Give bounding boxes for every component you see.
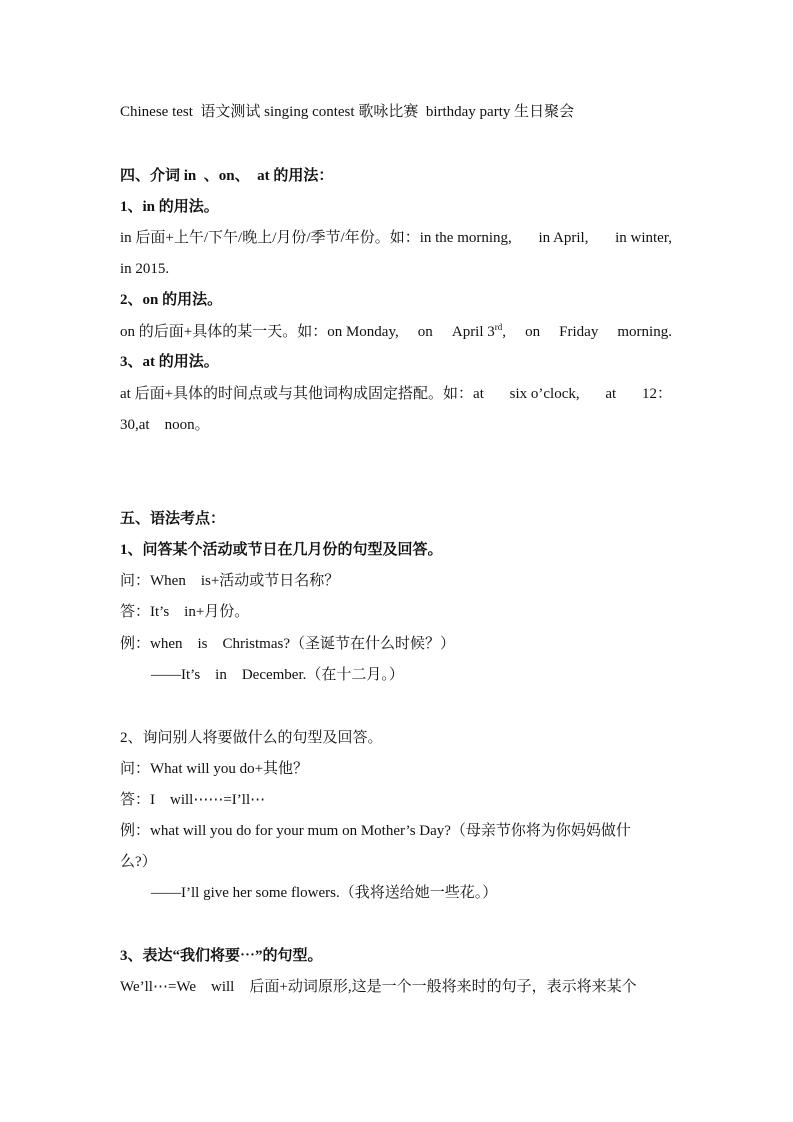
at-usage-text <box>120 384 672 404</box>
on-usage-text-part: on <box>417 324 433 340</box>
at-usage-text-part: at 后面+具体的时间点或与其他词构成固定搭配。如：at <box>120 386 484 402</box>
ordinal-suffix: rd <box>494 322 503 332</box>
point-2-example: 例：what will you do for your mum on Mother’s Day?（母亲节你将为你妈妈做什 <box>120 823 631 839</box>
in-usage-text-continued: in 2015. <box>120 261 170 277</box>
point-2-question: 问：What will you do+其他？ <box>120 761 309 777</box>
in-usage-text-part: in 后面+上午/下午/晚上/月份/季节/年份。如：in the morning, <box>120 230 512 246</box>
on-usage-title: 2、on 的用法。 <box>120 292 223 308</box>
on-usage-text <box>120 322 672 342</box>
section-4-heading: 四、介词 in 、on、 at 的用法： <box>120 168 334 184</box>
on-usage-text-part: Friday <box>559 324 599 340</box>
point-1-example: 例：when is Christmas?（圣诞节在什么时候？） <box>120 636 455 652</box>
point-3-text: We’ll⋯=We will 后面+动词原形,这是一个一般将来时的句子，表示将来某个 <box>120 979 637 995</box>
on-usage-text-part: morning. <box>617 324 672 340</box>
point-1-example-answer: ——It’s in December.（在十二月。） <box>151 667 404 683</box>
on-usage-text-part: on 的后面+具体的某一天。如：on Monday, <box>120 324 399 340</box>
point-2-title: 2、询问别人将要做什么的句型及回答。 <box>120 730 383 746</box>
point-2-example-continued: 么?） <box>120 854 157 870</box>
at-usage-text-part: six o’clock, <box>509 386 580 402</box>
point-3-title: 3、表达“我们将要⋯”的句型。 <box>120 948 323 964</box>
in-usage-text-part: in April, <box>538 230 589 246</box>
section-5-heading: 五、语法考点： <box>120 511 226 527</box>
on-usage-text-part: on <box>525 324 541 340</box>
point-1-question: 问：When is+活动或节日名称？ <box>120 573 340 589</box>
in-usage-text <box>120 228 672 248</box>
in-usage-text-part: in winter, <box>615 230 672 246</box>
at-usage-text-continued: 30,at noon。 <box>120 417 210 433</box>
at-usage-text-part: at <box>605 386 617 402</box>
vocab-line: Chinese test 语文测试 singing contest 歌咏比赛 birthday party 生日聚会 <box>120 104 575 120</box>
at-usage-text-part: 12： <box>641 386 672 402</box>
in-usage-title: 1、in 的用法。 <box>120 199 219 215</box>
point-2-answer: 答：I will⋯⋯=I’ll⋯ <box>120 792 266 808</box>
point-1-title: 1、问答某个活动或节日在几月份的句型及回答。 <box>120 542 443 558</box>
point-1-answer: 答：It’s in+月份。 <box>120 604 250 620</box>
at-usage-title: 3、at 的用法。 <box>120 354 219 370</box>
on-usage-date: April 3rd, <box>451 322 507 340</box>
point-2-example-answer: ——I’ll give her some flowers.（我将送给她一些花。） <box>151 885 498 901</box>
